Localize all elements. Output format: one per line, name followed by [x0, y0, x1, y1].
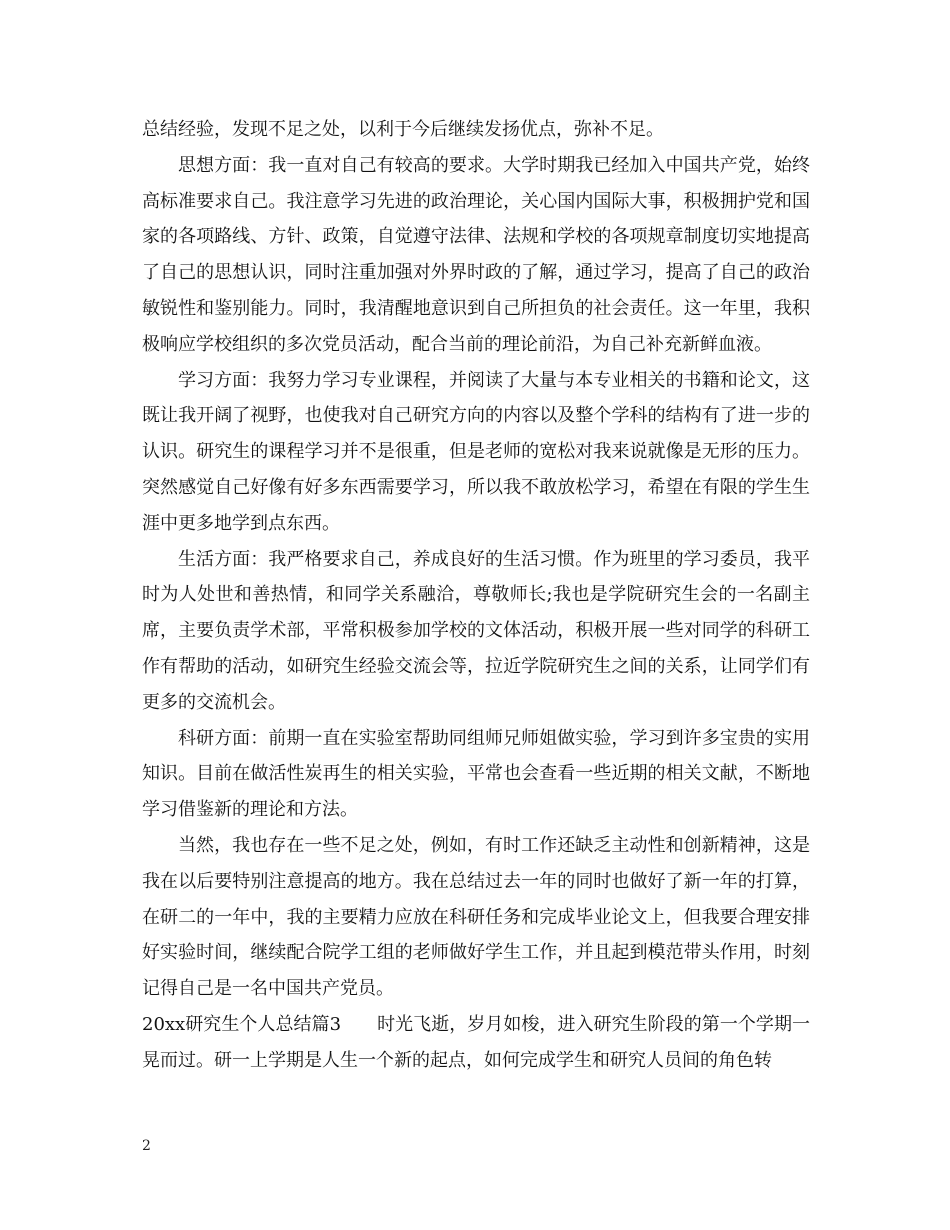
paragraph-thought: 思想方面：我一直对自己有较高的要求。大学时期我已经加入中国共产党，始终高标准要求自己。我注意学习先进的政治理论，关心国内国际大事，积极拥护党和国家的各项路线、方针、政策，自觉遵守法律、法规和学校的各项规章制度切实地提高了自己的思想认识，同时注重加强对外界时政的了解，通过学习，提高了自己的政治敏锐性和鉴别能力。同时，我清醒地意识到自己所担负的社会责任。这一年里，我积极响应学校组织的多次党员活动，配合当前的理论前沿，为自己补充新鲜血液。: [142, 154, 810, 355]
paragraph-shortcomings: 当然，我也存在一些不足之处，例如，有时工作还缺乏主动性和创新精神，这是我在以后要特别注意提高的地方。我在总结过去一年的同时也做好了新一年的打算，在研二的一年中，我的主要精力应放在科研任务和完成毕业论文上，但我要合理安排好实验时间，继续配合院学工组的老师做好学生工作，并且起到模范带头作用，时刻记得自己是一名中国共产党员。: [142, 834, 810, 1000]
section-paragraph: [142, 1007, 810, 1079]
paragraph-research: 科研方面：前期一直在实验室帮助同组师兄师姐做实验，学习到许多宝贵的实用知识。目前在做活性炭再生的相关实验，平常也会查看一些近期的相关文献，不断地学习借鉴新的理论和方法。: [142, 727, 810, 821]
paragraph-study: 学习方面：我努力学习专业课程，并阅读了大量与本专业相关的书籍和论文，这既让我开阔了视野，也使我对自己研究方向的内容以及整个学科的结构有了进一步的认识。研究生的课程学习并不是很重，但是老师的宽松对我来说就像是无形的压力。突然感觉自己好像有好多东西需要学习，所以我不敢放松学习，希望在有限的学生生涯中更多地学到点东西。: [142, 369, 810, 534]
section-text: 时光飞逝，岁月如梭，进入研究生阶段的第一个学期一晃而过。研一上学期是人生一个新的起点，如何完成学生和研究人员间的角色转: [142, 1013, 810, 1071]
page-number: 2: [142, 1138, 151, 1154]
paragraph-1: 总结经验，发现不足之处，以利于今后继续发扬优点，弥补不足。: [142, 119, 664, 140]
section-heading: 20xx研究生个人总结篇3: [142, 1013, 342, 1035]
body-text: [142, 112, 810, 1079]
paragraph-life: 生活方面：我严格要求自己，养成良好的生活习惯。作为班里的学习委员，我平时为人处世和善热情，和同学关系融洽，尊敬师长;我也是学院研究生会的一名副主席，主要负责学术部，平常积极参加学校的文体活动，积极开展一些对同学的科研工作有帮助的活动，如研究生经验交流会等，拉近学院研究生之间的关系，让同学们有更多的交流机会。: [142, 548, 810, 713]
